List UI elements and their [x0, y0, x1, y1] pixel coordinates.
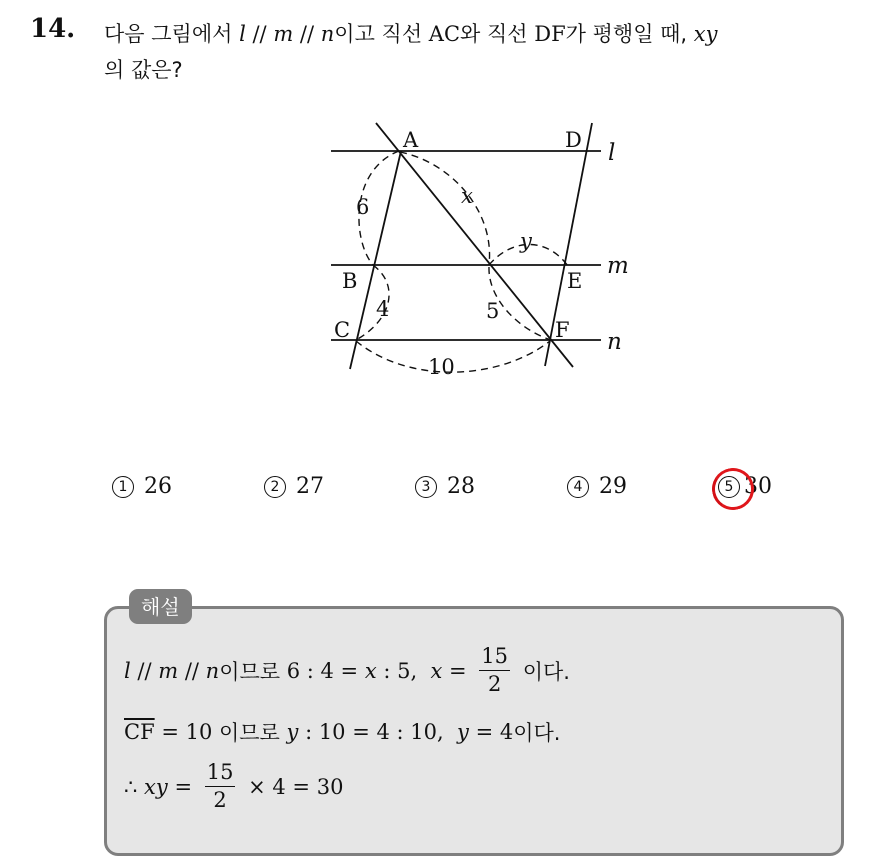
solution-text: 이므로 — [218, 721, 280, 745]
solution-text: 이다. — [513, 721, 561, 745]
question-text-part: 가 평행일 때, — [565, 22, 694, 46]
var-y: y — [457, 720, 469, 744]
var-n: n — [320, 22, 335, 46]
question-text-part: 다음 그림에서 — [104, 22, 240, 46]
selection-circle-icon — [708, 464, 758, 514]
choice-number-icon: 1 — [112, 476, 134, 498]
point-label-d: D — [565, 128, 582, 152]
var-y: y — [279, 720, 299, 744]
choice-4[interactable] — [567, 474, 627, 499]
choice-5[interactable] — [718, 474, 772, 499]
diagonal-af — [376, 123, 573, 367]
line-label-m: m — [607, 253, 629, 279]
length-label-x: x — [461, 184, 473, 208]
parallel-symbol: // — [293, 22, 321, 46]
equals: = — [167, 774, 199, 799]
point-label-a: A — [403, 128, 419, 152]
choice-number-icon: 2 — [264, 476, 286, 498]
length-label-y: y — [520, 229, 532, 253]
question-text-part: 의 값은? — [104, 58, 183, 82]
fraction-numerator: 15 — [479, 646, 510, 671]
length-label-5: 5 — [486, 299, 500, 323]
choice-value: 28 — [447, 474, 475, 499]
equals: = 10 — [154, 720, 219, 744]
fraction — [479, 646, 510, 695]
var-l: l — [124, 658, 131, 683]
choice-value: 26 — [144, 474, 172, 499]
result-text: × 4 = 30 — [241, 774, 344, 799]
segment-df: DF — [534, 22, 566, 46]
point-label-c: C — [334, 318, 351, 342]
fraction-denominator: 2 — [213, 788, 227, 812]
var-l: l — [239, 22, 246, 46]
question-number: 14. — [30, 14, 76, 44]
choice-value: 27 — [296, 474, 324, 499]
solution-text: 이다. — [516, 659, 570, 684]
parallel-symbol: // — [178, 658, 206, 683]
fraction-numerator: 15 — [205, 762, 236, 787]
choice-number-icon: 5 — [718, 476, 740, 498]
equals: = — [442, 658, 474, 683]
point-label-f: F — [555, 318, 570, 342]
length-label-10: 10 — [428, 355, 455, 379]
choice-1[interactable] — [112, 474, 172, 499]
parallel-symbol: // — [130, 658, 159, 683]
var-xy: xy — [693, 22, 718, 46]
solution-line-2 — [124, 717, 560, 747]
solution-badge: 해설 — [129, 589, 192, 624]
line-label-n: n — [607, 329, 622, 355]
question-text-part: 와 직선 — [460, 22, 535, 46]
length-label-bc: 4 — [376, 297, 390, 321]
var-n: n — [205, 658, 220, 683]
ratio-text: : 10 = 4 : 10, — [298, 720, 458, 744]
line-label-l: l — [608, 140, 616, 166]
ratio-text: 6 : 4 = — [280, 658, 365, 683]
parallel-symbol: // — [245, 22, 274, 46]
point-label-b: B — [342, 269, 358, 293]
fraction-denominator: 2 — [487, 672, 502, 696]
choice-number-icon: 3 — [415, 476, 437, 498]
equals: = 4 — [468, 720, 514, 744]
length-label-ab: 6 — [356, 195, 370, 219]
answer-choices — [0, 474, 884, 514]
solution-line-3 — [124, 762, 343, 811]
segment-cf: $\overline{CF}$ — [124, 720, 155, 744]
ratio-text: : 5, — [376, 658, 431, 683]
segment-ac: AC — [428, 22, 461, 46]
choice-value: 30 — [744, 474, 772, 499]
transversal-ac — [350, 151, 401, 369]
point-label-e: E — [567, 269, 583, 293]
solution-line-1 — [124, 646, 570, 695]
therefore-symbol: ∴ — [124, 774, 145, 799]
var-m: m — [158, 658, 179, 683]
var-x: x — [364, 658, 377, 683]
fraction — [205, 762, 236, 811]
var-m: m — [273, 22, 294, 46]
choice-value: 29 — [599, 474, 627, 499]
choice-3[interactable] — [415, 474, 475, 499]
choice-2[interactable] — [264, 474, 324, 499]
var-x: x — [430, 658, 443, 683]
solution-text: 이므로 — [219, 659, 281, 684]
choice-number-icon: 4 — [567, 476, 589, 498]
question-text-part: 이고 직선 — [334, 22, 429, 46]
var-xy: xy — [144, 774, 168, 799]
